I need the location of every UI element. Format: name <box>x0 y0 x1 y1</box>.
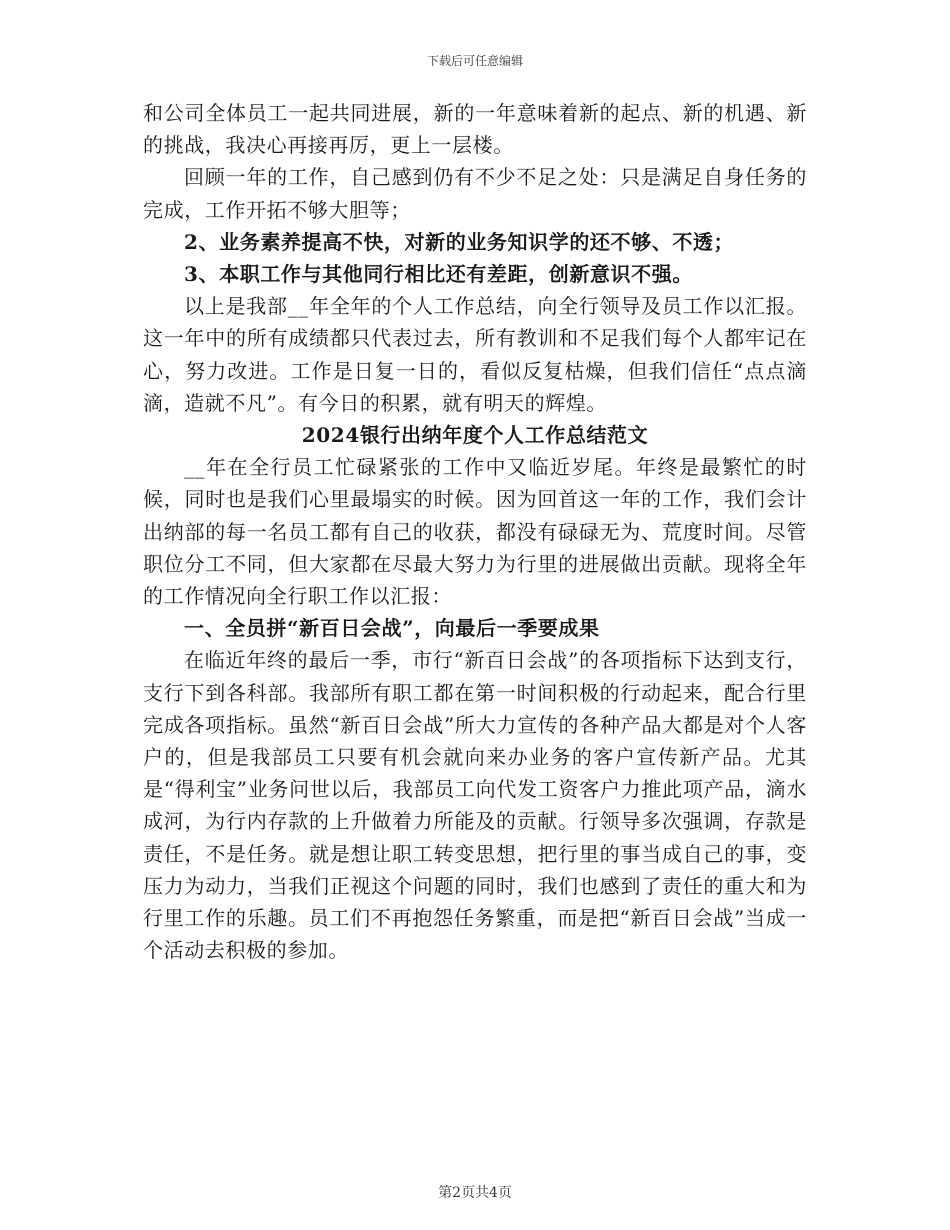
paragraph-continuation: 和公司全体员工一起共同进展，新的一年意味着新的起点、新的机遇、新的挑战，我决心再接再厉，更上一层楼。 <box>143 101 807 158</box>
page-footer: 第2页共4页 <box>438 1185 512 1201</box>
paragraph-campaign: 在临近年终的最后一季，市行“新百日会战”的各项指标下达到支行，支行下到各科部。我部所有职工都在第一时间积极的行动起来，配合行里完成各项指标。虽然“新百日会战”所大力宣传的各种产品大都是对个人客户的，但是我部员工只要有机会就向来办业务的客户宣传新产品。尤其是“得利宝”业务问世以后，我部员工向代发工资客户力推此项产品，滴水成河，为行内存款的上升做着力所能及的贡献。行领导多次强调，存款是责任，不是任务。就是想让职工转变思想，把行里的事当成自己的事，变压力为动力，当我们正视这个问题的同时，我们也感到了责任的重大和为行里工作的乐趣。员工们不再抱怨任务繁重，而是把“新百日会战”当成一个活动去积极的参加。 <box>143 648 807 963</box>
section-title: 2024银行出纳年度个人工作总结范文 <box>301 423 649 448</box>
paragraph-summary: 以上是我部__年全年的个人工作总结，向全行领导及员工作以汇报。这一年中的所有成绩都只代表过去，所有教训和不足我们每个人都牢记在心，努力改进。工作是日复一日的，看似反复枯燥，但我们信任“点点滴滴，造就不凡”。有今日的积累，就有明天的辉煌。 <box>143 294 807 415</box>
list-item-2: 2、业务素养提高不快，对新的业务知识学的还不够、不透； <box>184 229 735 254</box>
document-body <box>143 97 807 966</box>
section-heading-1: 一、全员拼“新百日会战”，向最后一季要成果 <box>184 616 600 641</box>
paragraph-review: 回顾一年的工作，自己感到仍有不少不足之处：只是满足自身任务的完成，工作开拓不够大胆等； <box>143 165 807 222</box>
paragraph-intro: __年在全行员工忙碌紧张的工作中又临近岁尾。年终是最繁忙的时候，同时也是我们心里最塌实的时候。因为回首这一年的工作，我们会计出纳部的每一名员工都有自己的收获，都没有碌碌无为、荒度时间。尽管职位分工不同，但大家都在尽最大努力为行里的进展做出贡献。现将全年的工作情况向全行职工作以汇报： <box>143 455 807 609</box>
list-item-3: 3、本职工作与其他同行相比还有差距，创新意识不强。 <box>184 262 693 287</box>
page-header: 下载后可任意编辑 <box>426 54 523 68</box>
